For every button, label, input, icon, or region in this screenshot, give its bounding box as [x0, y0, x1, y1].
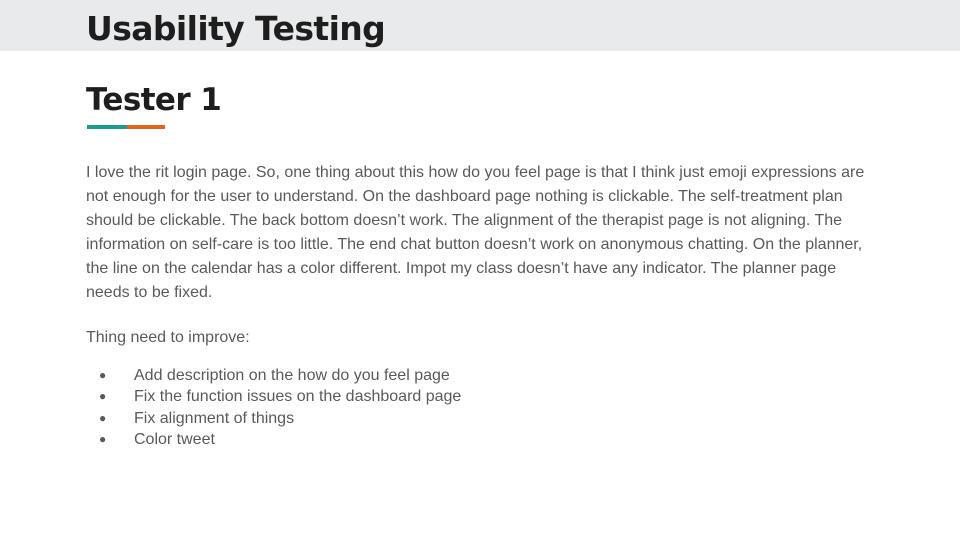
- list-item-text: Fix alignment of things: [134, 409, 295, 427]
- list-item: [86, 408, 461, 429]
- slide-title: Usability Testing: [86, 9, 386, 48]
- list-item: [86, 365, 461, 386]
- improve-heading: Thing need to improve:: [86, 329, 250, 346]
- bullet-icon: ●: [99, 432, 107, 447]
- bullet-icon: ●: [99, 410, 107, 425]
- list-item: [86, 386, 461, 407]
- improve-list: [86, 365, 461, 451]
- section-title: Tester 1: [86, 82, 222, 118]
- bullet-icon: ●: [99, 389, 107, 404]
- accent-rule: [87, 125, 165, 129]
- accent-rule-teal-segment: [87, 125, 127, 129]
- list-item-text: Color tweet: [134, 431, 215, 449]
- list-item-text: Add description on the how do you feel page: [134, 367, 450, 384]
- list-item: [86, 429, 461, 450]
- accent-rule-orange-segment: [127, 125, 165, 129]
- feedback-paragraph: I love the rit login page. So, one thing about this how do you feel page is that I think just emoji expressions are not enough for the user to understand. On the dashboard page nothing is clickable. The self-treatment plan should be clickable. The back bottom doesn’t work. The alignment of the therapist page is not aligning. The information on self-care is too little. The end chat button doesn’t work on anonymous chatting. On the planner, the line on the calendar has a color different. Impot my class doesn’t have any indicator. The planner page needs to be fixed.: [86, 164, 865, 301]
- list-item-text: Fix the function issues on the dashboard page: [134, 388, 462, 406]
- bullet-icon: ●: [99, 368, 107, 382]
